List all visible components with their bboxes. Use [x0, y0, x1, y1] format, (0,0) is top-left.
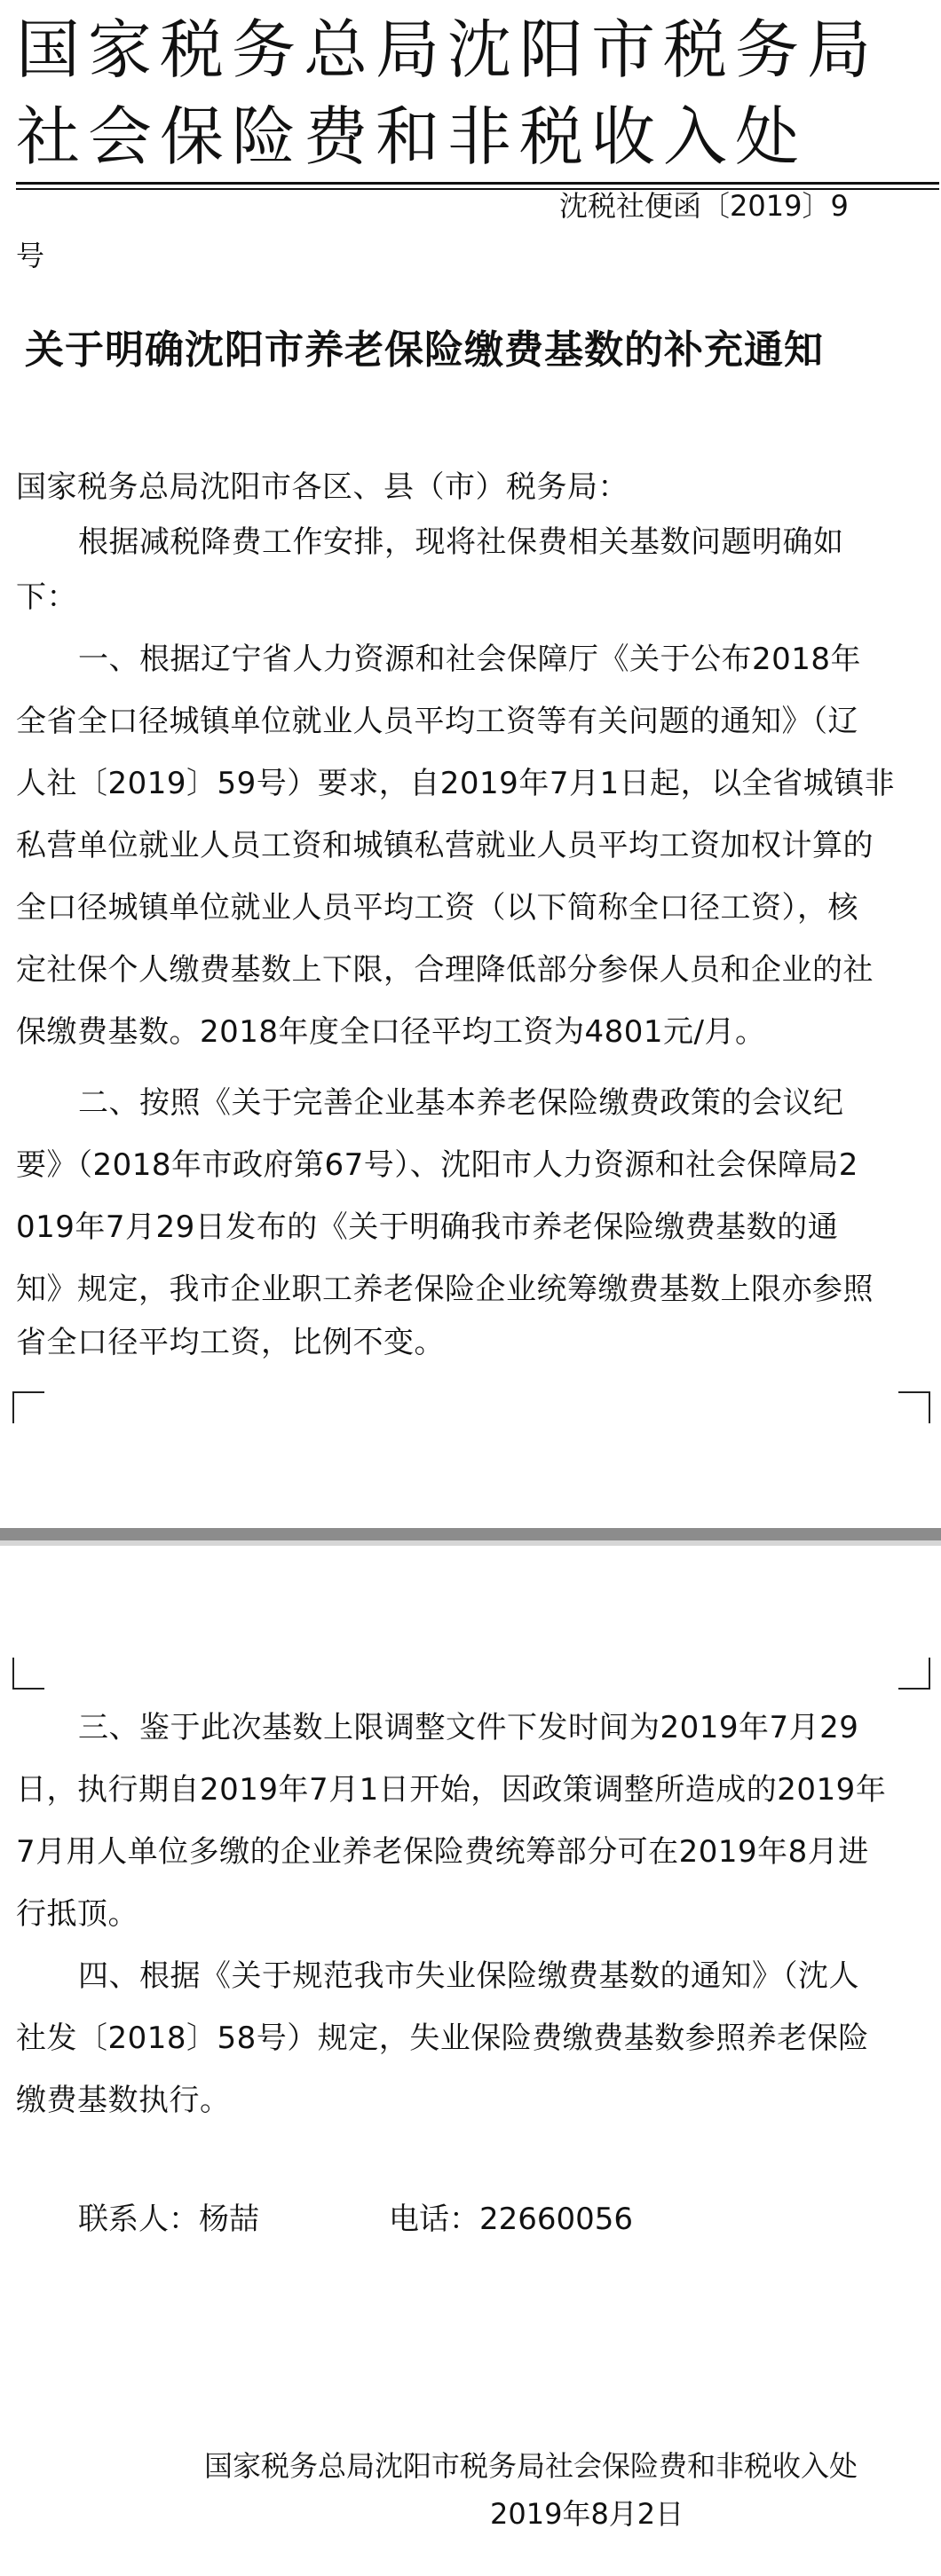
item4-line: 社发〔2018〕58号）规定，失业保险费缴费基数参照养老保险: [16, 2021, 869, 2056]
salutation: 国家税务总局沈阳市各区、县（市）税务局：: [16, 469, 629, 505]
item1-line: 定社保个人缴费基数上下限，合理降低部分参保人员和企业的社: [16, 952, 874, 988]
item3-line: 行抵顶。: [16, 1896, 138, 1932]
contact-person: 联系人：杨喆: [78, 2202, 259, 2237]
page-corner-mark: [12, 1391, 44, 1423]
item1-line: 一、根据辽宁省人力资源和社会保障厅《关于公布2018年: [78, 642, 862, 677]
document-number-tail: 号: [16, 239, 45, 272]
item2-line: 要》（2018年市政府第67号）、沈阳市人力资源和社会保障局2: [16, 1147, 858, 1183]
letterhead-line-2: 社会保险费和非税收入处: [16, 99, 808, 174]
page-break: [0, 1528, 941, 1540]
document-number: 沈税社便函〔2019〕9: [559, 189, 849, 223]
item2-line: 二、按照《关于完善企业基本养老保险缴费政策的会议纪: [78, 1085, 844, 1121]
contact-phone: 电话：22660056: [389, 2202, 634, 2237]
page-corner-mark: [898, 1391, 930, 1423]
intro-line: 根据减税降费工作安排，现将社保费相关基数问题明确如: [78, 524, 844, 560]
item2-line: 知》规定，我市企业职工养老保险企业统筹缴费基数上限亦参照: [16, 1272, 874, 1307]
item4-line: 四、根据《关于规范我市失业保险缴费基数的通知》（沈人: [78, 1958, 859, 1994]
letterhead-rule-thick: [16, 182, 939, 185]
page-corner-mark: [12, 1658, 44, 1690]
item1-line: 私营单位就业人员工资和城镇私营就业人员平均工资加权计算的: [16, 828, 874, 863]
document-title: 关于明确沈阳市养老保险缴费基数的补充通知: [25, 327, 824, 373]
signature-organization: 国家税务总局沈阳市税务局社会保险费和非税收入处: [204, 2449, 858, 2483]
item3-line: 三、鉴于此次基数上限调整文件下发时间为2019年7月29: [78, 1710, 859, 1745]
item2-line: 省全口径平均工资，比例不变。: [16, 1325, 445, 1360]
item3-line: 7月用人单位多缴的企业养老保险费统筹部分可在2019年8月进: [16, 1834, 869, 1870]
item1-line: 全省全口径城镇单位就业人员平均工资等有关问题的通知》（辽: [16, 704, 858, 739]
letterhead-line-1: 国家税务总局沈阳市税务局: [16, 12, 880, 87]
item1-line: 人社〔2019〕59号）要求，自2019年7月1日起，以全省城镇非: [16, 766, 896, 801]
item3-line: 日，执行期自2019年7月1日开始，因政策调整所造成的2019年: [16, 1772, 887, 1808]
item2-line: 019年7月29日发布的《关于明确我市养老保险缴费基数的通: [16, 1209, 839, 1245]
item1-line: 全口径城镇单位就业人员平均工资（以下简称全口径工资），核: [16, 890, 858, 926]
signature-date: 2019年8月2日: [490, 2497, 684, 2531]
page-corner-mark: [898, 1658, 930, 1690]
intro-line: 下：: [16, 579, 77, 615]
page-break-shadow: [0, 1540, 941, 1546]
item1-line: 保缴费基数。2018年度全口径平均工资为4801元/月。: [16, 1014, 766, 1050]
item4-line: 缴费基数执行。: [16, 2083, 231, 2118]
letterhead: [0, 0, 941, 186]
